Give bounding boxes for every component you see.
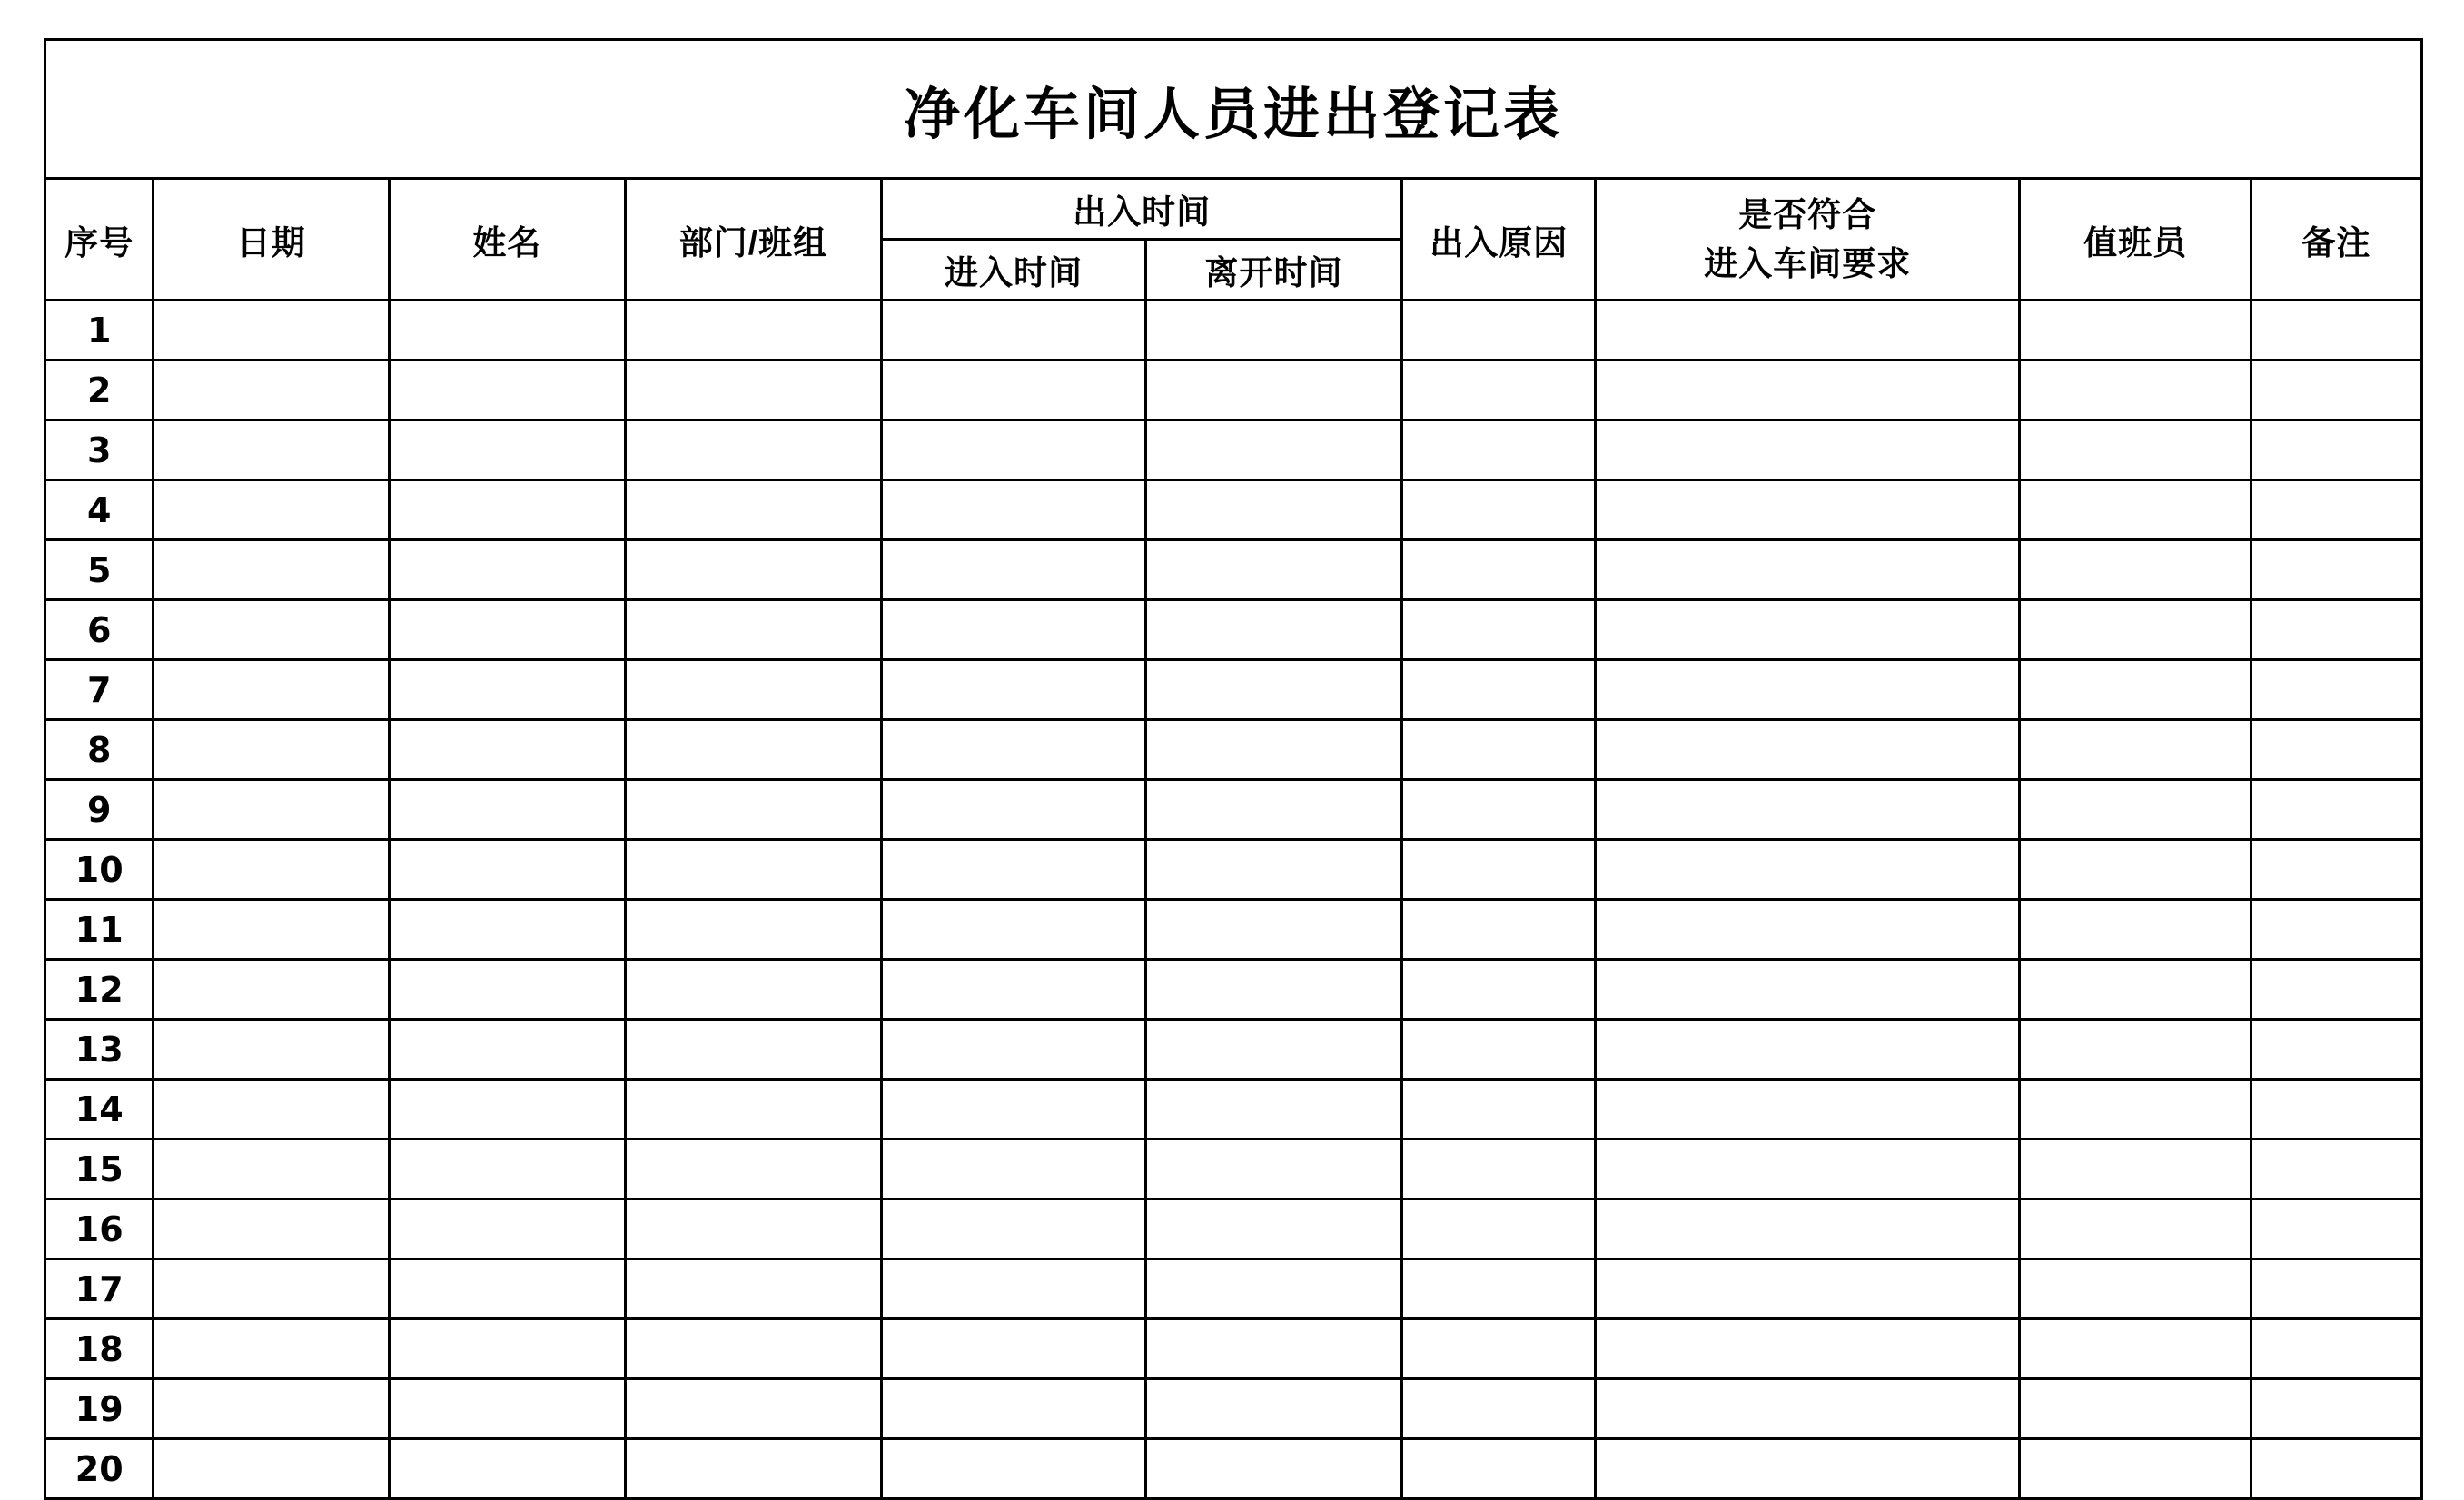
- cell-name[interactable]: [390, 840, 626, 900]
- cell-duty-officer[interactable]: [2020, 1259, 2251, 1319]
- cell-remark[interactable]: [2251, 1439, 2421, 1499]
- table-row: [45, 600, 2422, 660]
- cell-reason[interactable]: [1402, 660, 1596, 720]
- cell-date[interactable]: [153, 1379, 390, 1439]
- cell-department[interactable]: [625, 540, 881, 600]
- cell-duty-officer[interactable]: [2020, 1439, 2251, 1499]
- cell-department[interactable]: [625, 1259, 881, 1319]
- cell-remark[interactable]: [2251, 1319, 2421, 1379]
- cell-comply[interactable]: [1596, 1080, 2020, 1140]
- header-department: 部门/班组: [625, 179, 881, 301]
- cell-time-in[interactable]: [882, 360, 1146, 420]
- header-duty-officer: 值班员: [2020, 179, 2251, 301]
- cell-time-out[interactable]: [1145, 660, 1401, 720]
- cell-comply[interactable]: [1596, 900, 2020, 960]
- cell-name[interactable]: [390, 1439, 626, 1499]
- cell-time-out[interactable]: [1145, 600, 1401, 660]
- cell-reason[interactable]: [1402, 1379, 1596, 1439]
- cell-name[interactable]: [390, 600, 626, 660]
- cell-remark[interactable]: [2251, 1259, 2421, 1319]
- cell-duty-officer[interactable]: [2020, 540, 2251, 600]
- cell-duty-officer[interactable]: [2020, 1199, 2251, 1259]
- cell-time-in[interactable]: [882, 660, 1146, 720]
- header-time-in: 进入时间: [882, 240, 1146, 301]
- row-index: 8: [45, 720, 153, 780]
- cell-name[interactable]: [390, 720, 626, 780]
- cell-date[interactable]: [153, 960, 390, 1020]
- header-name: 姓名: [390, 179, 626, 301]
- cell-comply[interactable]: [1596, 660, 2020, 720]
- entry-exit-registration-table: [44, 38, 2423, 1500]
- cell-name[interactable]: [390, 1080, 626, 1140]
- cell-time-in[interactable]: [882, 600, 1146, 660]
- header-row-primary: [45, 179, 2422, 240]
- cell-department[interactable]: [625, 900, 881, 960]
- row-index: 1: [45, 301, 153, 360]
- cell-date[interactable]: [153, 1020, 390, 1080]
- row-index: 16: [45, 1199, 153, 1259]
- row-index: 4: [45, 480, 153, 540]
- cell-time-in[interactable]: [882, 420, 1146, 480]
- cell-time-in[interactable]: [882, 960, 1146, 1020]
- cell-department[interactable]: [625, 660, 881, 720]
- row-index: 2: [45, 360, 153, 420]
- cell-date[interactable]: [153, 1259, 390, 1319]
- cell-date[interactable]: [153, 540, 390, 600]
- header-comply: [1596, 179, 2020, 301]
- cell-name[interactable]: [390, 1199, 626, 1259]
- cell-department[interactable]: [625, 600, 881, 660]
- cell-department[interactable]: [625, 1319, 881, 1379]
- table-row: [45, 840, 2422, 900]
- cell-time-in[interactable]: [882, 1439, 1146, 1499]
- cell-comply[interactable]: [1596, 540, 2020, 600]
- cell-time-out[interactable]: [1145, 1140, 1401, 1199]
- cell-department[interactable]: [625, 1199, 881, 1259]
- cell-comply[interactable]: [1596, 1379, 2020, 1439]
- cell-remark[interactable]: [2251, 1199, 2421, 1259]
- cell-date[interactable]: [153, 840, 390, 900]
- cell-time-in[interactable]: [882, 840, 1146, 900]
- cell-name[interactable]: [390, 900, 626, 960]
- header-index: 序号: [45, 179, 153, 301]
- cell-reason[interactable]: [1402, 1259, 1596, 1319]
- cell-department[interactable]: [625, 1379, 881, 1439]
- header-time-out: 离开时间: [1145, 240, 1401, 301]
- cell-remark[interactable]: [2251, 1080, 2421, 1140]
- cell-time-in[interactable]: [882, 900, 1146, 960]
- cell-reason[interactable]: [1402, 420, 1596, 480]
- table-row: [45, 1379, 2422, 1439]
- cell-time-out[interactable]: [1145, 360, 1401, 420]
- cell-duty-officer[interactable]: [2020, 960, 2251, 1020]
- cell-remark[interactable]: [2251, 780, 2421, 840]
- cell-date[interactable]: [153, 420, 390, 480]
- cell-date[interactable]: [153, 1439, 390, 1499]
- cell-remark[interactable]: [2251, 600, 2421, 660]
- cell-remark[interactable]: [2251, 540, 2421, 600]
- cell-time-out[interactable]: [1145, 480, 1401, 540]
- cell-department[interactable]: [625, 1140, 881, 1199]
- cell-duty-officer[interactable]: [2020, 780, 2251, 840]
- cell-time-out[interactable]: [1145, 1020, 1401, 1080]
- cell-time-in[interactable]: [882, 1259, 1146, 1319]
- row-index: 11: [45, 900, 153, 960]
- cell-remark[interactable]: [2251, 840, 2421, 900]
- table-row: [45, 660, 2422, 720]
- cell-time-out[interactable]: [1145, 1439, 1401, 1499]
- cell-time-out[interactable]: [1145, 1259, 1401, 1319]
- row-index: 19: [45, 1379, 153, 1439]
- cell-duty-officer[interactable]: [2020, 301, 2251, 360]
- cell-reason[interactable]: [1402, 480, 1596, 540]
- table-row: [45, 1259, 2422, 1319]
- cell-duty-officer[interactable]: [2020, 720, 2251, 780]
- table-row: [45, 1140, 2422, 1199]
- cell-time-in[interactable]: [882, 480, 1146, 540]
- cell-date[interactable]: [153, 1140, 390, 1199]
- row-index: 13: [45, 1020, 153, 1080]
- cell-reason[interactable]: [1402, 1199, 1596, 1259]
- cell-name[interactable]: [390, 1379, 626, 1439]
- cell-time-in[interactable]: [882, 1020, 1146, 1080]
- cell-time-in[interactable]: [882, 1319, 1146, 1379]
- title-row: [45, 40, 2422, 179]
- cell-name[interactable]: [390, 1259, 626, 1319]
- cell-department[interactable]: [625, 780, 881, 840]
- cell-remark[interactable]: [2251, 420, 2421, 480]
- cell-department[interactable]: [625, 301, 881, 360]
- cell-department[interactable]: [625, 1080, 881, 1140]
- table-row: [45, 960, 2422, 1020]
- cell-remark[interactable]: [2251, 480, 2421, 540]
- cell-time-in[interactable]: [882, 301, 1146, 360]
- cell-remark[interactable]: [2251, 360, 2421, 420]
- cell-time-out[interactable]: [1145, 301, 1401, 360]
- cell-name[interactable]: [390, 1319, 626, 1379]
- cell-duty-officer[interactable]: [2020, 1319, 2251, 1379]
- cell-comply[interactable]: [1596, 840, 2020, 900]
- cell-comply[interactable]: [1596, 720, 2020, 780]
- cell-duty-officer[interactable]: [2020, 1080, 2251, 1140]
- cell-name[interactable]: [390, 1140, 626, 1199]
- table-row: [45, 780, 2422, 840]
- table-row: [45, 1439, 2422, 1499]
- cell-time-out[interactable]: [1145, 420, 1401, 480]
- cell-comply[interactable]: [1596, 600, 2020, 660]
- table-row: [45, 301, 2422, 360]
- row-index: 3: [45, 420, 153, 480]
- cell-time-out[interactable]: [1145, 1199, 1401, 1259]
- cell-time-out[interactable]: [1145, 780, 1401, 840]
- table-row: [45, 1020, 2422, 1080]
- page-title: 净化车间人员进出登记表: [45, 40, 2422, 179]
- cell-date[interactable]: [153, 600, 390, 660]
- cell-comply[interactable]: [1596, 301, 2020, 360]
- cell-time-out[interactable]: [1145, 1379, 1401, 1439]
- row-index: 14: [45, 1080, 153, 1140]
- cell-comply[interactable]: [1596, 780, 2020, 840]
- table-row: [45, 420, 2422, 480]
- row-index: 20: [45, 1439, 153, 1499]
- cell-reason[interactable]: [1402, 960, 1596, 1020]
- cell-comply[interactable]: [1596, 1439, 2020, 1499]
- cell-comply[interactable]: [1596, 1259, 2020, 1319]
- cell-time-in[interactable]: [882, 1080, 1146, 1140]
- cell-reason[interactable]: [1402, 1439, 1596, 1499]
- cell-date[interactable]: [153, 301, 390, 360]
- cell-name[interactable]: [390, 1020, 626, 1080]
- cell-comply[interactable]: [1596, 420, 2020, 480]
- table-row: [45, 540, 2422, 600]
- cell-reason[interactable]: [1402, 1080, 1596, 1140]
- cell-remark[interactable]: [2251, 720, 2421, 780]
- cell-name[interactable]: [390, 360, 626, 420]
- cell-reason[interactable]: [1402, 1140, 1596, 1199]
- cell-time-in[interactable]: [882, 720, 1146, 780]
- cell-remark[interactable]: [2251, 1020, 2421, 1080]
- row-index: 12: [45, 960, 153, 1020]
- cell-time-in[interactable]: [882, 1379, 1146, 1439]
- table-row: [45, 360, 2422, 420]
- row-index: 9: [45, 780, 153, 840]
- cell-time-in[interactable]: [882, 1199, 1146, 1259]
- cell-reason[interactable]: [1402, 301, 1596, 360]
- cell-date[interactable]: [153, 900, 390, 960]
- cell-date[interactable]: [153, 660, 390, 720]
- cell-time-out[interactable]: [1145, 1080, 1401, 1140]
- cell-date[interactable]: [153, 360, 390, 420]
- cell-remark[interactable]: [2251, 660, 2421, 720]
- cell-date[interactable]: [153, 1319, 390, 1379]
- cell-reason[interactable]: [1402, 900, 1596, 960]
- cell-reason[interactable]: [1402, 1020, 1596, 1080]
- cell-comply[interactable]: [1596, 1199, 2020, 1259]
- cell-department[interactable]: [625, 1439, 881, 1499]
- table-row: [45, 720, 2422, 780]
- cell-reason[interactable]: [1402, 540, 1596, 600]
- cell-department[interactable]: [625, 480, 881, 540]
- cell-duty-officer[interactable]: [2020, 600, 2251, 660]
- header-comply-line1: 是否符合: [1738, 195, 1877, 233]
- table-row: [45, 1319, 2422, 1379]
- cell-time-out[interactable]: [1145, 840, 1401, 900]
- row-index: 5: [45, 540, 153, 600]
- cell-remark[interactable]: [2251, 900, 2421, 960]
- cell-name[interactable]: [390, 960, 626, 1020]
- header-date: 日期: [153, 179, 390, 301]
- cell-remark[interactable]: [2251, 1140, 2421, 1199]
- cell-name[interactable]: [390, 480, 626, 540]
- cell-remark[interactable]: [2251, 1379, 2421, 1439]
- header-comply-line2: 进入车间要求: [1704, 244, 1912, 282]
- cell-duty-officer[interactable]: [2020, 1020, 2251, 1080]
- cell-reason[interactable]: [1402, 720, 1596, 780]
- row-index: 7: [45, 660, 153, 720]
- cell-time-out[interactable]: [1145, 960, 1401, 1020]
- cell-time-out[interactable]: [1145, 720, 1401, 780]
- cell-reason[interactable]: [1402, 360, 1596, 420]
- cell-time-out[interactable]: [1145, 540, 1401, 600]
- cell-comply[interactable]: [1596, 480, 2020, 540]
- cell-duty-officer[interactable]: [2020, 900, 2251, 960]
- cell-date[interactable]: [153, 1199, 390, 1259]
- table-row: [45, 1080, 2422, 1140]
- cell-name[interactable]: [390, 780, 626, 840]
- cell-time-in[interactable]: [882, 780, 1146, 840]
- row-index: 15: [45, 1140, 153, 1199]
- cell-duty-officer[interactable]: [2020, 1140, 2251, 1199]
- cell-date[interactable]: [153, 1080, 390, 1140]
- cell-name[interactable]: [390, 660, 626, 720]
- cell-department[interactable]: [625, 960, 881, 1020]
- header-remark: 备注: [2251, 179, 2421, 301]
- cell-duty-officer[interactable]: [2020, 660, 2251, 720]
- cell-time-in[interactable]: [882, 1140, 1146, 1199]
- registration-sheet: [44, 38, 2423, 1489]
- header-reason: 出入原因: [1402, 179, 1596, 301]
- cell-remark[interactable]: [2251, 301, 2421, 360]
- cell-comply[interactable]: [1596, 360, 2020, 420]
- cell-comply[interactable]: [1596, 1020, 2020, 1080]
- cell-time-in[interactable]: [882, 540, 1146, 600]
- cell-department[interactable]: [625, 720, 881, 780]
- table-row: [45, 480, 2422, 540]
- cell-duty-officer[interactable]: [2020, 360, 2251, 420]
- cell-time-out[interactable]: [1145, 1319, 1401, 1379]
- row-index: 17: [45, 1259, 153, 1319]
- cell-date[interactable]: [153, 480, 390, 540]
- row-index: 6: [45, 600, 153, 660]
- cell-department[interactable]: [625, 360, 881, 420]
- cell-duty-officer[interactable]: [2020, 840, 2251, 900]
- cell-reason[interactable]: [1402, 600, 1596, 660]
- cell-name[interactable]: [390, 420, 626, 480]
- cell-duty-officer[interactable]: [2020, 1379, 2251, 1439]
- header-time-group: 出入时间: [882, 179, 1402, 240]
- cell-department[interactable]: [625, 1020, 881, 1080]
- cell-reason[interactable]: [1402, 780, 1596, 840]
- cell-time-out[interactable]: [1145, 900, 1401, 960]
- cell-department[interactable]: [625, 420, 881, 480]
- cell-comply[interactable]: [1596, 1140, 2020, 1199]
- cell-duty-officer[interactable]: [2020, 480, 2251, 540]
- row-index: 10: [45, 840, 153, 900]
- cell-comply[interactable]: [1596, 1319, 2020, 1379]
- cell-date[interactable]: [153, 780, 390, 840]
- table-body: [45, 40, 2422, 1499]
- cell-remark[interactable]: [2251, 960, 2421, 1020]
- cell-name[interactable]: [390, 301, 626, 360]
- cell-comply[interactable]: [1596, 960, 2020, 1020]
- cell-name[interactable]: [390, 540, 626, 600]
- cell-department[interactable]: [625, 840, 881, 900]
- cell-duty-officer[interactable]: [2020, 420, 2251, 480]
- cell-reason[interactable]: [1402, 1319, 1596, 1379]
- cell-date[interactable]: [153, 720, 390, 780]
- table-row: [45, 900, 2422, 960]
- table-row: [45, 1199, 2422, 1259]
- row-index: 18: [45, 1319, 153, 1379]
- cell-reason[interactable]: [1402, 840, 1596, 900]
